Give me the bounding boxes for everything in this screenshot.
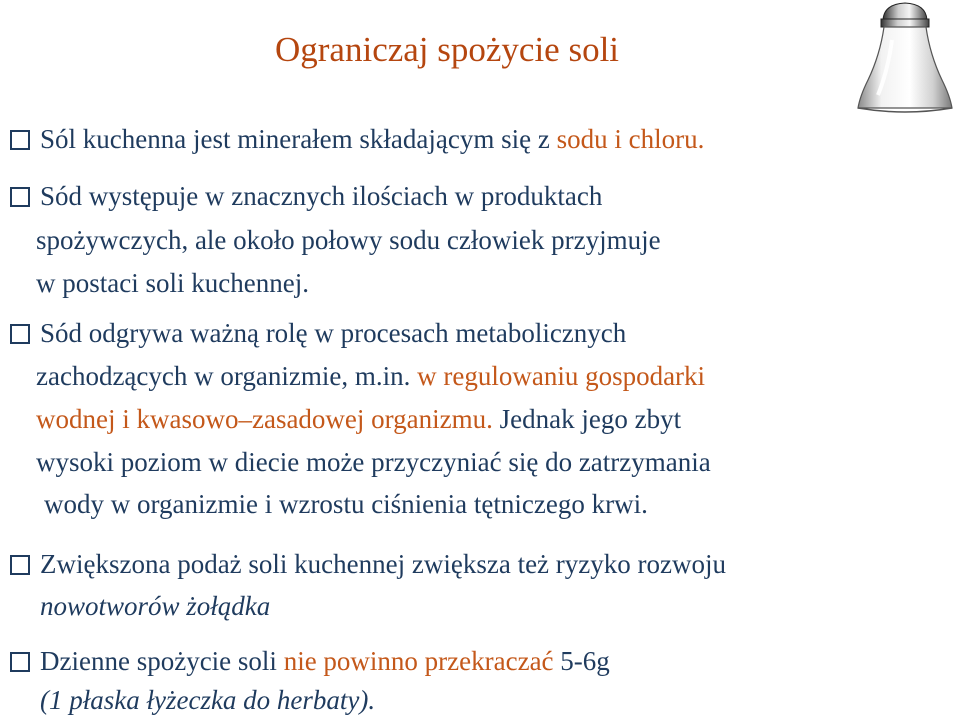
bullet-3-line-3: wodnej i kwasowo–zasadowej organizmu. Jednak jego zbyt	[36, 404, 682, 434]
bullet-3-line-2: zachodzących w organizmie, m.in. w regulowaniu gospodarki	[36, 361, 706, 391]
checkbox-bullet-icon	[10, 187, 30, 207]
salt-shaker-image	[850, 0, 960, 115]
bullet-2-line-2: spożywczych, ale około połowy sodu człowiek przyjmuje	[36, 225, 661, 255]
checkbox-bullet-icon	[10, 324, 30, 344]
bullet-2: Sód występuje w znacznych ilościach w produktach	[10, 180, 602, 212]
bullet-3-line-5: wody w organizmie i wzrostu ciśnienia tętniczego krwi.	[44, 489, 648, 519]
bullet-3-line-4: wysoki poziom w diecie może przyczyniać się do zatrzymania	[36, 447, 711, 477]
bullet-1: Sól kuchenna jest minerałem składającym się z sodu i chloru.	[10, 123, 704, 155]
bullet-2-line-3: w postaci soli kuchennej.	[36, 268, 309, 298]
checkbox-bullet-icon	[10, 555, 30, 575]
bullet-3: Sód odgrywa ważną rolę w procesach metabolicznych	[10, 317, 626, 349]
checkbox-bullet-icon	[10, 130, 30, 150]
checkbox-bullet-icon	[10, 652, 30, 672]
bullet-4-line-2: nowotworów żołądka	[40, 591, 271, 621]
bullet-5-line-2: (1 płaska łyżeczka do herbaty).	[40, 685, 376, 715]
page-title: Ograniczaj spożycie soli	[275, 30, 620, 69]
bullet-5: Dzienne spożycie soli nie powinno przekraczać 5-6g	[10, 645, 610, 677]
bullet-4: Zwiększona podaż soli kuchennej zwiększa też ryzyko rozwoju	[10, 548, 726, 580]
